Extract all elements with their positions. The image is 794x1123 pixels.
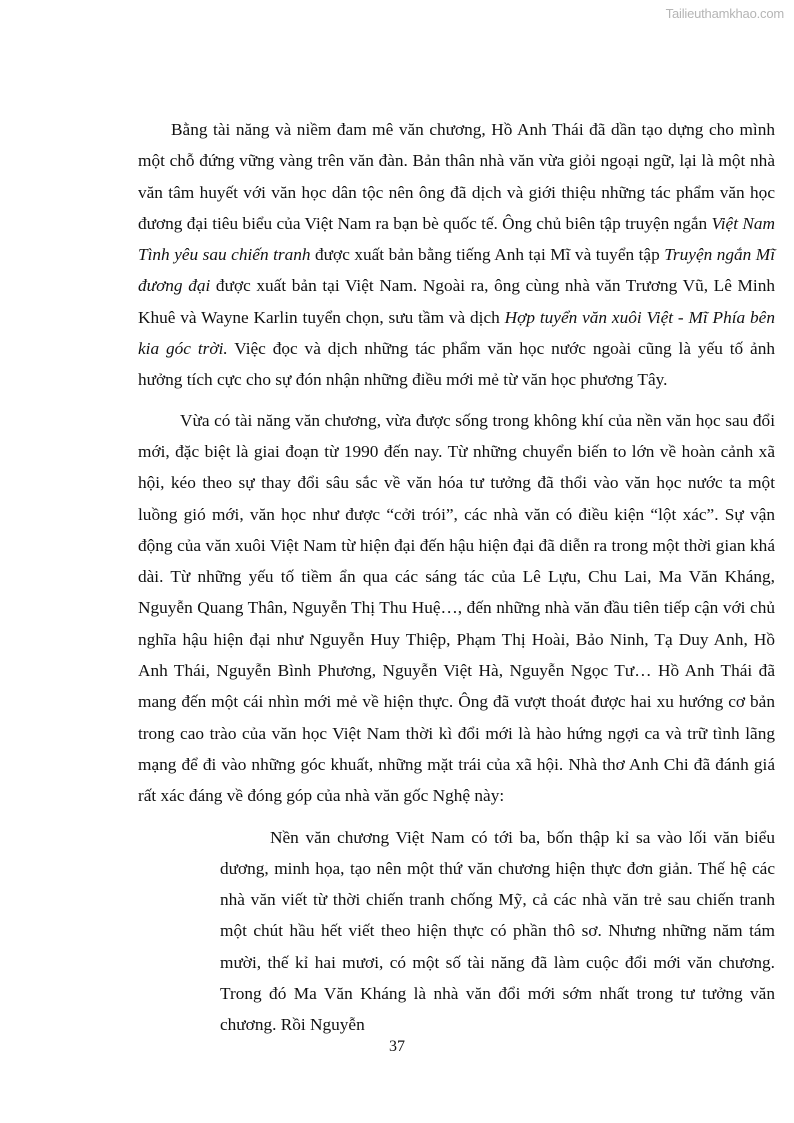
page-number: 37: [389, 1038, 405, 1055]
paragraph-text: Bằng tài năng và niềm đam mê văn chương, Hồ Anh Thái đã dần tạo dựng cho mình một chỗ đứng vững vàng trên văn đàn. Bản thân nhà văn vừa giỏi ngoại ngữ, lại là một nhà văn tâm huyết với văn học dân tộc nên ông đã dịch và giới thiệu những tác phẩm văn học đương đại tiêu biểu của Việt Nam ra bạn bè quốc tế. Ông chủ biên tập truyện ngắn: [138, 120, 775, 233]
paragraph-2: Vừa có tài năng văn chương, vừa được sống trong không khí của nền văn học sau đổi mới, đặc biệt là giai đoạn từ 1990 đến nay. Từ những chuyển biến to lớn về hoàn cảnh xã hội, kéo theo sự thay đổi sâu sắc về văn hóa tư tưởng đã thổi vào văn học nước ta một luồng gió mới, văn học như được “cởi trói”, các nhà văn có điều kiện “lột xác”. Sự vận động của văn xuôi Việt Nam từ hiện đại đến hậu hiện đại đã diễn ra trong một thời gian khá dài. Từ những yếu tố tiềm ẩn qua các sáng tác của Lê Lựu, Chu Lai, Ma Văn Kháng, Nguyễn Quang Thân, Nguyễn Thị Thu Huệ…, đến những nhà văn đầu tiên tiếp cận với chủ nghĩa hậu hiện đại như Nguyễn Huy Thiệp, Phạm Thị Hoài, Bảo Ninh, Tạ Duy Anh, Hồ Anh Thái, Nguyễn Bình Phương, Nguyễn Việt Hà, Nguyễn Ngọc Tư… Hồ Anh Thái đã mang đến một cái nhìn mới mẻ về hiện thực. Ông đã vượt thoát được hai xu hướng cơ bản trong cao trào của văn học Việt Nam thời kì đổi mới là hào hứng ngợi ca và trữ tình lãng mạng để đi vào những góc khuất, những mặt trái của xã hội. Nhà thơ Anh Chi đã đánh giá rất xác đáng về đóng góp của nhà văn gốc Nghệ này:: [138, 410, 775, 806]
paragraph-text: Việc đọc và dịch những tác phẩm văn học nước ngoài cũng là yếu tố ảnh hưởng tích cực cho sự đón nhận những điều mới mẻ từ văn học phương Tây.: [138, 339, 776, 390]
block-quote: Nền văn chương Việt Nam có tới ba, bốn thập kỉ sa vào lối văn biểu dương, minh họa, tạo nên một thứ văn chương hiện thực đơn giản. Thế hệ các nhà văn viết từ thời chiến tranh chống Mỹ, cả các nhà văn trẻ sau chiến tranh một chút hầu hết viết theo hiện thực có phần thô sơ. Nhưng những năm tám mười, thế kỉ hai mươi, có một số tài năng đã làm cuộc đổi mới văn chương. Trong đó Ma Văn Kháng là nhà văn đổi mới sớm nhất trong tư tưởng văn chương. Rồi Nguyễn: [220, 827, 775, 1035]
document-body: [138, 114, 775, 1041]
paragraph-text: được xuất bản bằng tiếng Anh tại Mĩ và tuyển tập: [310, 245, 665, 265]
book-title: Hợp tuyển văn xuôi Việt - Mĩ Phía bên kia góc trời.: [138, 307, 775, 359]
book-title: Việt Nam Tình yêu sau chiến tranh: [138, 213, 775, 265]
watermark: Tailieuthamkhao.com: [665, 6, 784, 21]
paragraph-1: [138, 114, 775, 396]
paragraph-text: được xuất bản tại Việt Nam. Ngoài ra, ông cùng nhà văn Trương Vũ, Lê Minh Khuê và Wayne Karlin tuyển chọn, sưu tầm và dịch: [138, 276, 775, 327]
book-title: Truyện ngắn Mĩ đương đại: [138, 245, 776, 296]
